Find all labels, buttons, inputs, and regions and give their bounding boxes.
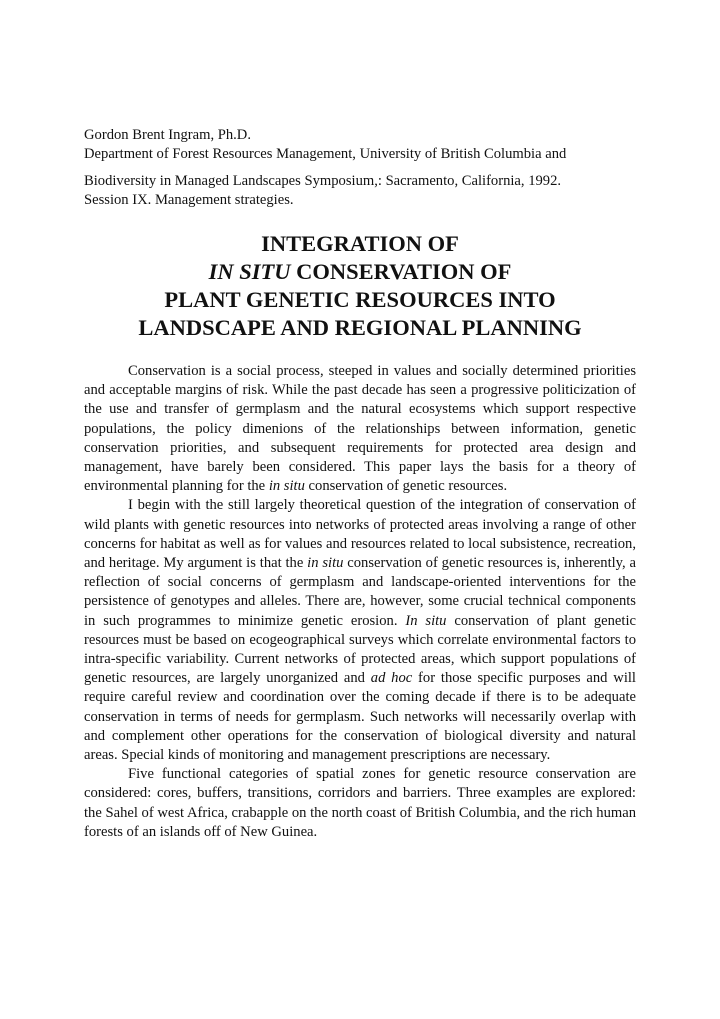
spacer [84, 164, 636, 172]
paragraph-1-text-a: Conservation is a social process, steeped in values and socially determined priorities and acceptable margins of risk. While the past decade has seen a progressive politicization of the use and transfer of germplasm and the natural ecosystems which support respective populations, the policy dimenions of the relationships between information, genetic conservation priorities, and subsequent requirements for protected area design and management, have barely been considered. This paper lays the basis for a theory of environmental planning for the [84, 363, 636, 495]
venue-line: Biodiversity in Managed Landscapes Symposium,: Sacramento, California, 1992. [84, 173, 562, 189]
venue-block [84, 172, 636, 210]
title-italic-in-situ: IN SITU [208, 259, 291, 284]
author-name: Gordon Brent Ingram, Ph.D. [84, 127, 251, 143]
paper-title [84, 230, 636, 342]
title-line-2-rest: CONSERVATION OF [290, 259, 512, 284]
document-page [84, 126, 636, 842]
title-line-4: LANDSCAPE AND REGIONAL PLANNING [138, 315, 582, 340]
author-block [84, 126, 636, 164]
paragraph-2-italic-1: in situ [307, 555, 344, 572]
session-line: Session IX. Management strategies. [84, 192, 294, 208]
title-line-1: INTEGRATION OF [261, 231, 459, 256]
paragraph-1 [84, 362, 636, 496]
paragraph-2-italic-3: ad hoc [370, 670, 413, 687]
paragraph-3: Five functional categories of spatial zones for genetic resource conservation are considered: cores, buffers, transitions, corridors and barriers. Three examples are explored: the Sahel of west Africa, crabapple on the north coast of British Columbia, and the rich human forests of an islands off of New Guinea. [84, 766, 636, 840]
paragraph-1-text-c: conservation of genetic resources. [304, 478, 508, 495]
title-line-3: PLANT GENETIC RESOURCES INTO [164, 287, 556, 312]
paragraph-2-text-c: conservation of genetic resources is, inherently, a reflection of social concerns of germplasm and landscape-oriented interventions for the persistence of genotypes and alleles. There are, however, some crucial technical components in such programmes to minimize genetic erosion. [84, 555, 636, 629]
paragraph-1-italic: in situ [268, 478, 305, 495]
abstract-body [84, 362, 636, 842]
paragraph-2-text-g: for those specific purposes and will require careful review and coordination over the coming decade if there is to be adequate conservation in terms of needs for germplasm. Such networks will necessarily overlap with and complement other operations for the conservation of biological diversity and natural areas. Special kinds of monitoring and management prescriptions are necessary. [84, 670, 636, 764]
author-affiliation: Department of Forest Resources Management, University of British Columbia and [84, 146, 567, 162]
paragraph-2-text-e: conservation of plant genetic resources must be based on ecogeographical surveys which correlate environmental factors to intra-specific variability. Current networks of protected areas, which support populations of genetic resources, are largely unorganized and [84, 612, 637, 687]
paragraph-2-italic-2: In situ [405, 612, 447, 629]
paragraph-2 [84, 496, 636, 765]
paragraph-2-text-a: I begin with the still largely theoretical question of the integration of conservation of wild plants with genetic resources into networks of protected areas involving a range of other concerns for habitat as well as for values and resources related to local subsistence, recreation, and heritage. My argument is that the [84, 497, 636, 572]
title-line-2 [84, 258, 636, 286]
